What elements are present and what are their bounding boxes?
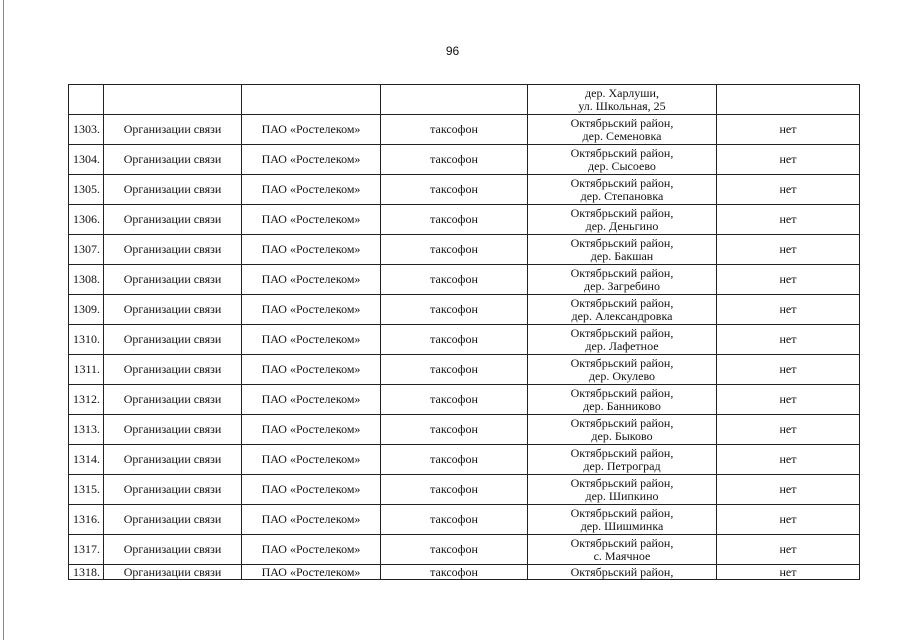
- cell-operator: ПАО «Ростелеком»: [242, 385, 381, 415]
- cell-type: [381, 85, 528, 115]
- cell-category: Организации связи: [104, 565, 242, 580]
- cell-type: таксофон: [381, 145, 528, 175]
- address-line: дер. Сысоево: [588, 158, 656, 173]
- cell-type: таксофон: [381, 505, 528, 535]
- cell-category: [104, 85, 242, 115]
- address-line: дер. Окулево: [588, 368, 656, 383]
- cell-address: [528, 415, 717, 445]
- address-line: дер. Деньгино: [585, 218, 659, 233]
- cell-category: Организации связи: [104, 535, 242, 565]
- cell-category: Организации связи: [104, 175, 242, 205]
- cell-num: 1306.: [69, 205, 104, 235]
- cell-type: таксофон: [381, 295, 528, 325]
- address-line: Октябрьский район,: [570, 235, 674, 250]
- table-row: [69, 295, 860, 325]
- cell-num: 1305.: [69, 175, 104, 205]
- cell-num: 1308.: [69, 265, 104, 295]
- cell-status: нет: [717, 295, 860, 325]
- cell-num: 1309.: [69, 295, 104, 325]
- table-row: [69, 385, 860, 415]
- cell-operator: ПАО «Ростелеком»: [242, 445, 381, 475]
- address-line: Октябрьский район,: [570, 355, 674, 370]
- table-row: [69, 475, 860, 505]
- address-line: Октябрьский район,: [570, 445, 674, 460]
- cell-status: нет: [717, 445, 860, 475]
- cell-address: [528, 205, 717, 235]
- cell-status: нет: [717, 325, 860, 355]
- cell-operator: ПАО «Ростелеком»: [242, 535, 381, 565]
- cell-operator: ПАО «Ростелеком»: [242, 505, 381, 535]
- cell-status: нет: [717, 535, 860, 565]
- address-line: Октябрьский район,: [570, 415, 674, 430]
- cell-category: Организации связи: [104, 265, 242, 295]
- cell-category: Организации связи: [104, 445, 242, 475]
- cell-status: нет: [717, 205, 860, 235]
- cell-category: Организации связи: [104, 385, 242, 415]
- cell-operator: ПАО «Ростелеком»: [242, 115, 381, 145]
- address-line: дер. Быково: [591, 428, 653, 443]
- cell-num: 1318.: [69, 565, 104, 580]
- cell-operator: ПАО «Ростелеком»: [242, 325, 381, 355]
- cell-status: нет: [717, 385, 860, 415]
- cell-category: Организации связи: [104, 295, 242, 325]
- cell-operator: ПАО «Ростелеком»: [242, 175, 381, 205]
- address-line: Октябрьский район,: [570, 175, 674, 190]
- cell-num: 1311.: [69, 355, 104, 385]
- table-row: [69, 235, 860, 265]
- cell-address: [528, 145, 717, 175]
- cell-type: таксофон: [381, 115, 528, 145]
- cell-num: 1304.: [69, 145, 104, 175]
- table-row: [69, 175, 860, 205]
- address-line: Октябрьский район,: [570, 295, 674, 310]
- address-line: дер. Харлуши,: [585, 85, 659, 100]
- table-row: [69, 325, 860, 355]
- address-line: Октябрьский район,: [570, 505, 674, 520]
- address-line: Октябрьский район,: [570, 325, 674, 340]
- cell-type: таксофон: [381, 355, 528, 385]
- address-line: Октябрьский район,: [570, 265, 674, 280]
- cell-category: Организации связи: [104, 325, 242, 355]
- table-row: [69, 565, 860, 580]
- table-row: [69, 115, 860, 145]
- cell-address: [528, 115, 717, 145]
- registry-table-body: [69, 85, 860, 580]
- address-line: дер. Бакшан: [590, 248, 654, 263]
- cell-num: 1303.: [69, 115, 104, 145]
- cell-address: [528, 85, 717, 115]
- cell-type: таксофон: [381, 475, 528, 505]
- cell-address: [528, 265, 717, 295]
- address-line: с. Маячное: [593, 548, 651, 563]
- cell-type: таксофон: [381, 535, 528, 565]
- cell-category: Организации связи: [104, 355, 242, 385]
- cell-operator: ПАО «Ростелеком»: [242, 355, 381, 385]
- address-line: Октябрьский район,: [570, 564, 674, 579]
- cell-category: Организации связи: [104, 205, 242, 235]
- cell-type: таксофон: [381, 385, 528, 415]
- cell-operator: [242, 85, 381, 115]
- address-line: Октябрьский район,: [570, 385, 674, 400]
- address-line: дер. Шипкино: [585, 488, 659, 503]
- cell-operator: ПАО «Ростелеком»: [242, 265, 381, 295]
- address-line: Октябрьский район,: [570, 475, 674, 490]
- table-row: [69, 445, 860, 475]
- address-line: дер. Шишминка: [580, 518, 664, 533]
- address-line: дер. Александровка: [571, 308, 673, 323]
- cell-status: нет: [717, 115, 860, 145]
- cell-type: таксофон: [381, 205, 528, 235]
- cell-category: Организации связи: [104, 115, 242, 145]
- address-line: дер. Степановка: [580, 188, 664, 203]
- cell-type: таксофон: [381, 415, 528, 445]
- cell-address: [528, 475, 717, 505]
- cell-address: [528, 385, 717, 415]
- table-row: [69, 205, 860, 235]
- cell-status: нет: [717, 145, 860, 175]
- address-line: дер. Семеновка: [582, 128, 662, 143]
- cell-num: 1313.: [69, 415, 104, 445]
- table-row: [69, 265, 860, 295]
- cell-operator: ПАО «Ростелеком»: [242, 205, 381, 235]
- page-number: 96: [445, 44, 460, 58]
- address-line: Октябрьский район,: [570, 115, 674, 130]
- cell-address: [528, 295, 717, 325]
- cell-status: нет: [717, 565, 860, 580]
- address-line: Октябрьский район,: [570, 535, 674, 550]
- cell-address: [528, 325, 717, 355]
- table-row: [69, 505, 860, 535]
- cell-category: Организации связи: [104, 235, 242, 265]
- address-line: дер. Лафетное: [585, 338, 659, 353]
- cell-num: 1310.: [69, 325, 104, 355]
- cell-status: нет: [717, 265, 860, 295]
- registry-table: [68, 84, 860, 580]
- cell-type: таксофон: [381, 325, 528, 355]
- address-line: ул. Школьная, 25: [578, 98, 666, 113]
- cell-operator: ПАО «Ростелеком»: [242, 415, 381, 445]
- continuation-row: [69, 85, 860, 115]
- table-row: [69, 145, 860, 175]
- cell-type: таксофон: [381, 565, 528, 580]
- cell-address: [528, 565, 717, 580]
- table-row: [69, 355, 860, 385]
- cell-status: [717, 85, 860, 115]
- cell-type: таксофон: [381, 445, 528, 475]
- cell-status: нет: [717, 175, 860, 205]
- address-line: дер. Петроград: [583, 458, 661, 473]
- cell-type: таксофон: [381, 235, 528, 265]
- cell-type: таксофон: [381, 175, 528, 205]
- cell-num: 1315.: [69, 475, 104, 505]
- cell-status: нет: [717, 415, 860, 445]
- cell-status: нет: [717, 355, 860, 385]
- table-row: [69, 415, 860, 445]
- cell-status: нет: [717, 475, 860, 505]
- cell-category: Организации связи: [104, 475, 242, 505]
- cell-address: [528, 355, 717, 385]
- cell-status: нет: [717, 505, 860, 535]
- cell-status: нет: [717, 235, 860, 265]
- cell-address: [528, 175, 717, 205]
- address-line: Октябрьский район,: [570, 145, 674, 160]
- cell-address: [528, 535, 717, 565]
- cell-address: [528, 445, 717, 475]
- cell-num: [69, 85, 104, 115]
- address-line: Октябрьский район,: [570, 205, 674, 220]
- cell-operator: ПАО «Ростелеком»: [242, 235, 381, 265]
- cell-num: 1316.: [69, 505, 104, 535]
- cell-num: 1312.: [69, 385, 104, 415]
- cell-operator: ПАО «Ростелеком»: [242, 295, 381, 325]
- cell-operator: ПАО «Ростелеком»: [242, 565, 381, 580]
- cell-address: [528, 505, 717, 535]
- cell-address: [528, 235, 717, 265]
- page-left-edge: [3, 0, 4, 640]
- cell-num: 1314.: [69, 445, 104, 475]
- cell-operator: ПАО «Ростелеком»: [242, 475, 381, 505]
- cell-category: Организации связи: [104, 415, 242, 445]
- cell-num: 1317.: [69, 535, 104, 565]
- cell-operator: ПАО «Ростелеком»: [242, 145, 381, 175]
- address-line: дер. Загребино: [584, 278, 660, 293]
- cell-category: Организации связи: [104, 505, 242, 535]
- address-line: дер. Банниково: [583, 398, 661, 413]
- cell-category: Организации связи: [104, 145, 242, 175]
- cell-num: 1307.: [69, 235, 104, 265]
- table-row: [69, 535, 860, 565]
- cell-type: таксофон: [381, 265, 528, 295]
